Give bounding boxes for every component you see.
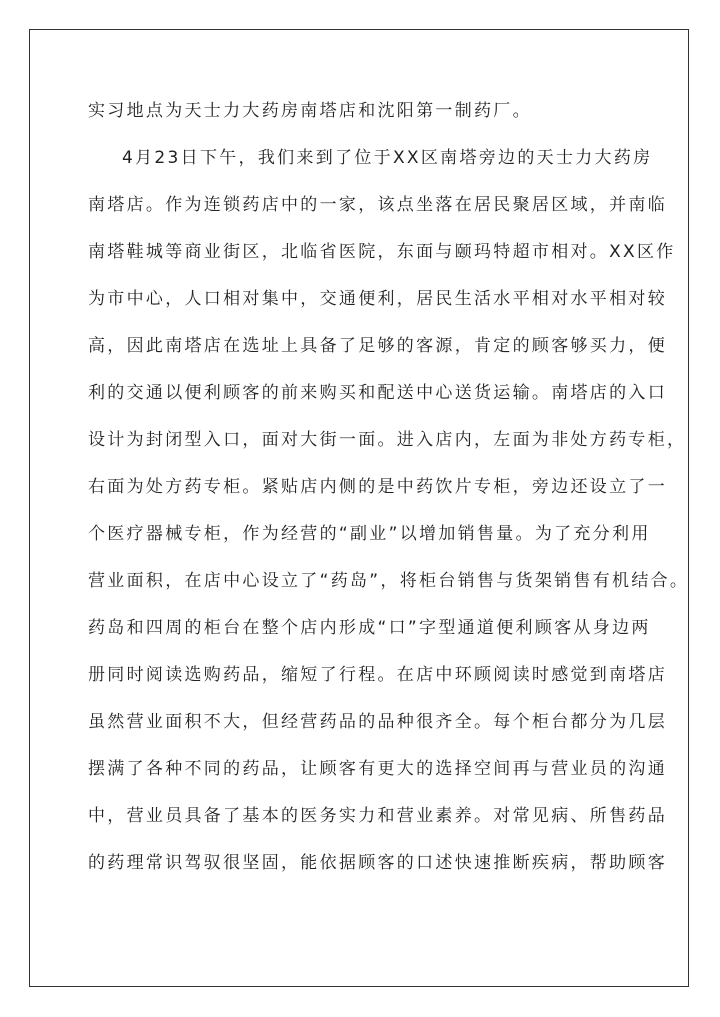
text-line: 利的交通以便利顾客的前来购买和配送中心送货运输。南塔店的入口 bbox=[88, 383, 667, 403]
text-line: 实习地点为天士力大药房南塔店和沈阳第一制药厂。 bbox=[88, 101, 532, 121]
text-line: 的药理常识驾驭很坚固，能依据顾客的口述快速推断疾病，帮助顾客 bbox=[88, 853, 667, 873]
text-line: 虽然营业面积不大，但经营药品的品种很齐全。每个柜台都分为几层 bbox=[88, 712, 667, 732]
text-line: 摆满了各种不同的药品，让顾客有更大的选择空间再与营业员的沟通 bbox=[88, 759, 667, 779]
text-line: 册同时阅读选购药品，缩短了行程。在店中环顾阅读时感觉到南塔店 bbox=[88, 665, 667, 685]
text-line: 高，因此南塔店在选址上具备了足够的客源，肯定的顾客够买力，便 bbox=[88, 336, 667, 356]
paragraph-first-line: 4月23日下午，我们来到了位于XX区南塔旁边的天士力大药房 bbox=[122, 148, 653, 168]
text-line: 右面为处方药专柜。紧贴店内侧的是中药饮片专柜，旁边还设立了一 bbox=[88, 477, 667, 497]
text-line: 南塔鞋城等商业街区，北临省医院，东面与颐玛特超市相对。XX区作 bbox=[88, 242, 676, 262]
body-text bbox=[88, 88, 690, 887]
text-line: 中，营业员具备了基本的医务实力和营业素养。对常见病、所售药品 bbox=[88, 806, 667, 826]
text-line: 设计为封闭型入口，面对大街一面。进入店内，左面为非处方药专柜， bbox=[88, 430, 687, 450]
text-line: 营业面积，在店中心设立了“药岛”，将柜台销售与货架销售有机结合。 bbox=[88, 571, 690, 591]
text-line: 为市中心，人口相对集中，交通便利，居民生活水平相对水平相对较 bbox=[88, 289, 667, 309]
text-line: 个医疗器械专柜，作为经营的“副业”以增加销售量。为了充分利用 bbox=[88, 524, 651, 544]
text-line: 药岛和四周的柜台在整个店内形成“口”字型通道便利顾客从身边两 bbox=[88, 618, 651, 638]
text-line: 南塔店。作为连锁药店中的一家，该点坐落在居民聚居区域，并南临 bbox=[88, 195, 667, 215]
